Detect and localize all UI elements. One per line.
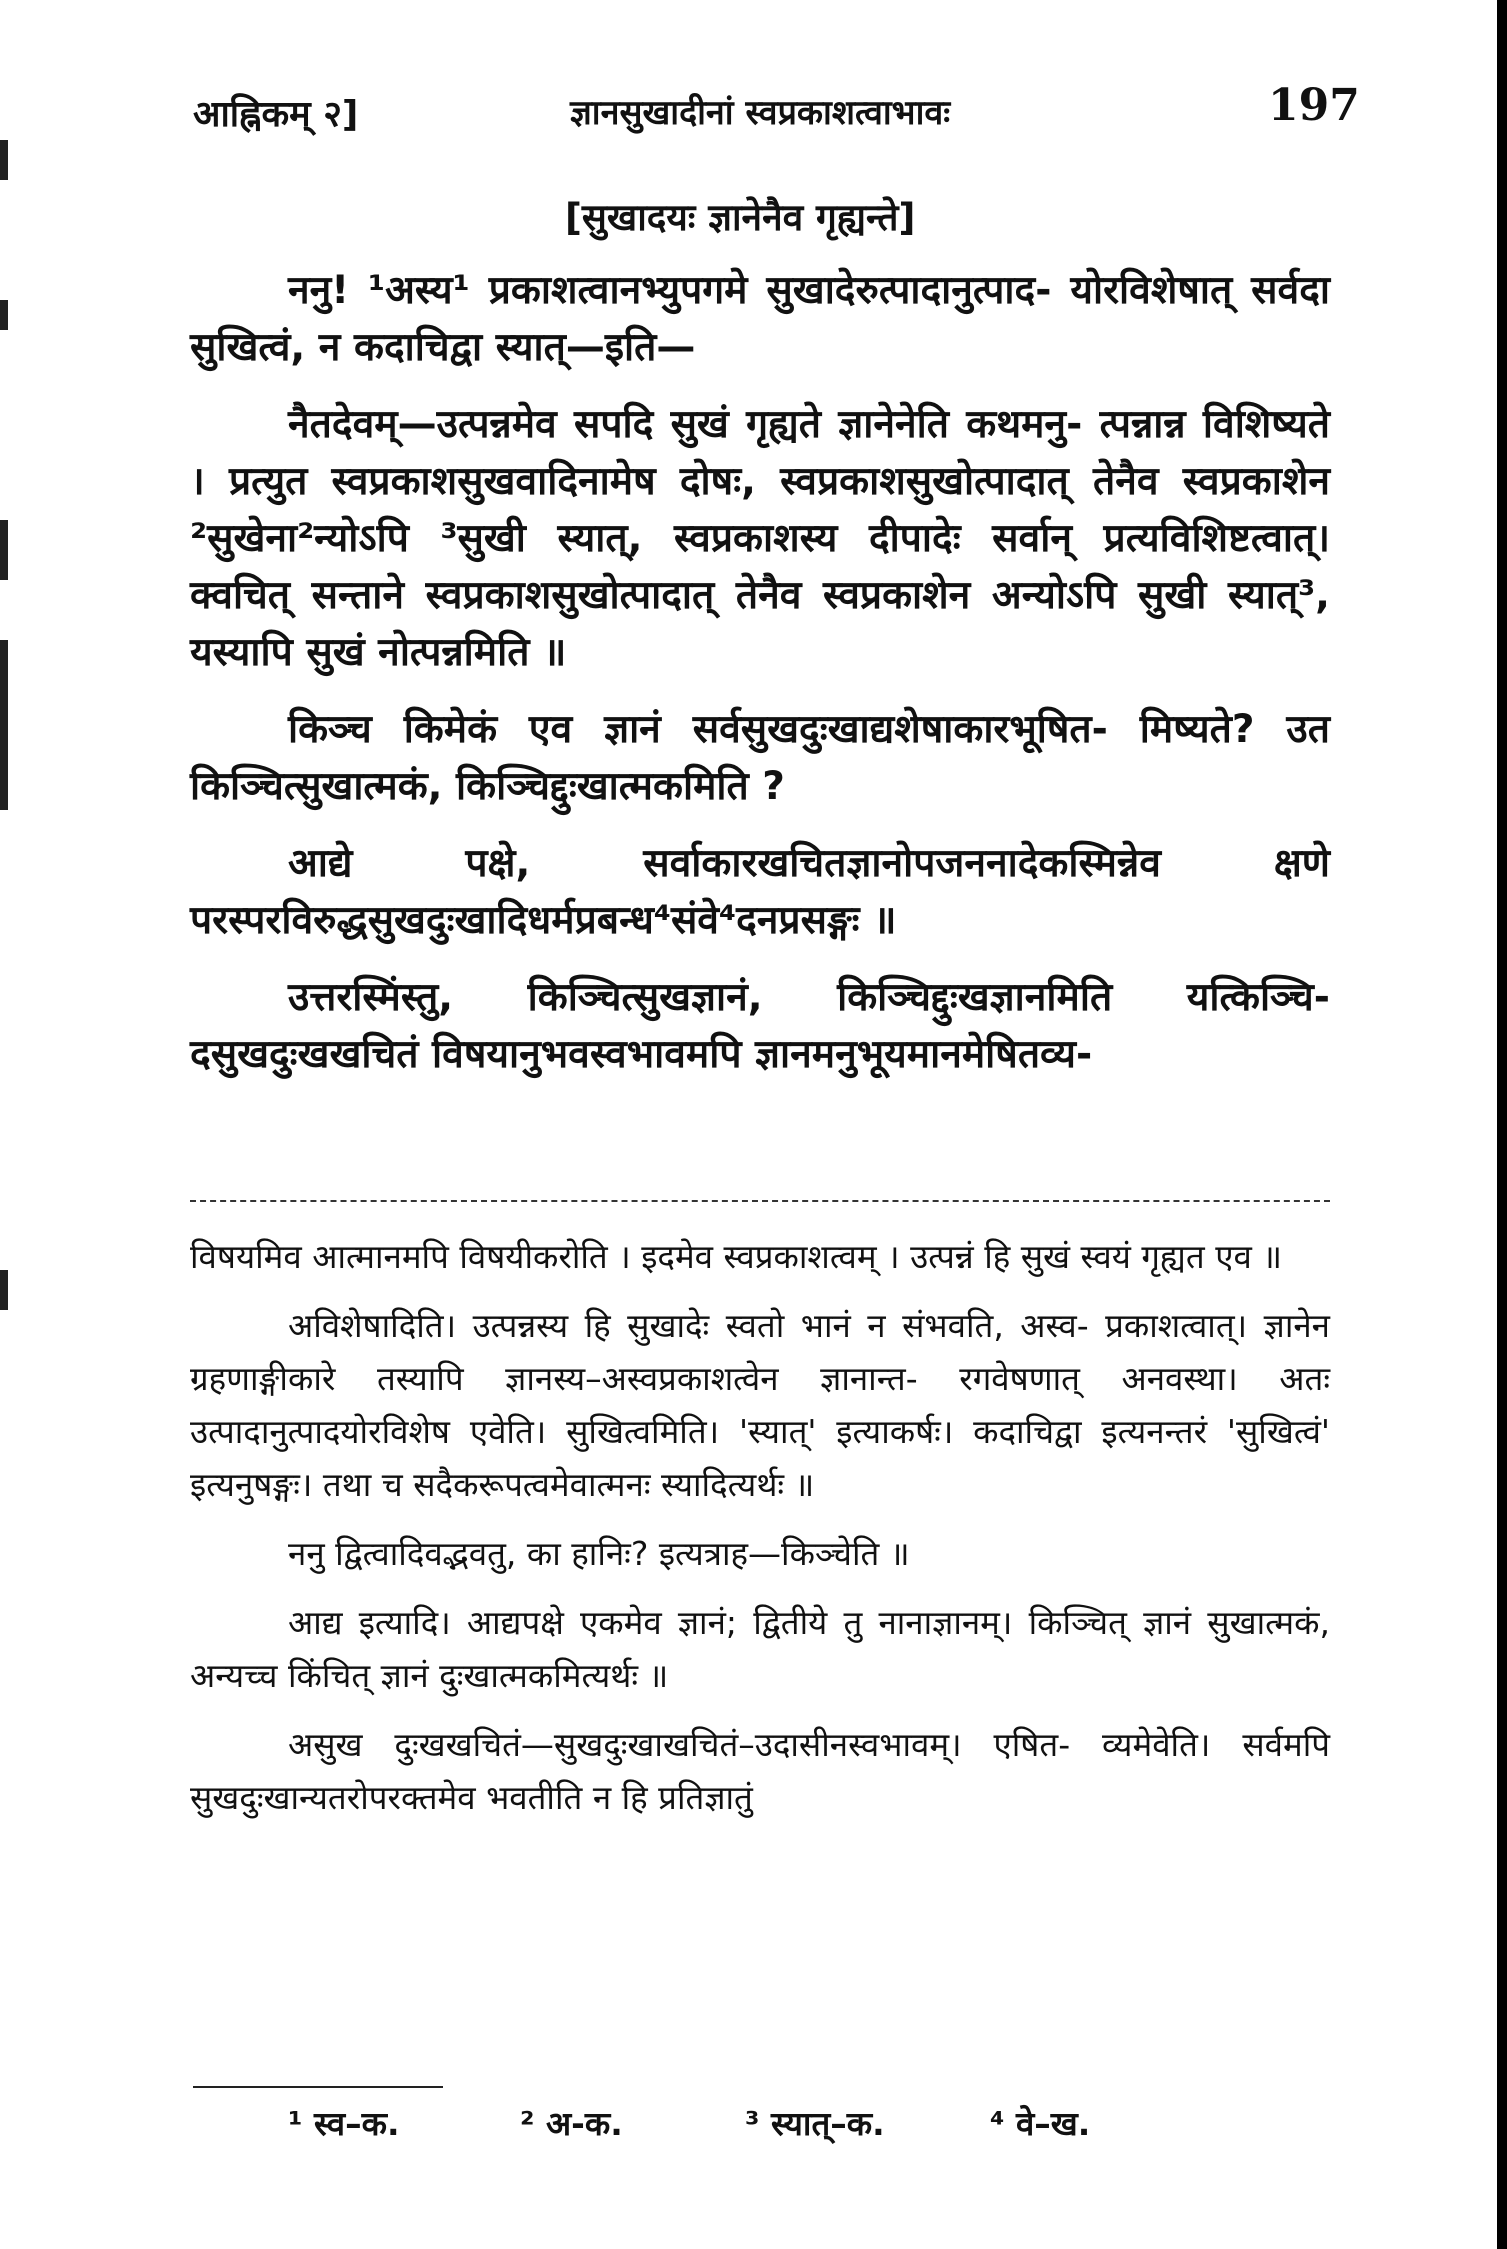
text-line: स्वप्रकाशसुखोत्पादात् तेनैव स्वप्रकाशेन ²सुखेना²न्योऽपि ³सुखी (190, 459, 1331, 561)
text-line: व्यमेवेति। सर्वमपि सुखदुःखान्यतरोपरक्तमेव भवतीति न हि प्रतिज्ञातुं (190, 1725, 1330, 1817)
page-number: 197 (1268, 80, 1360, 131)
text-line: किञ्चित् ज्ञानं सुखात्मकं, अन्यच्च किंचित् ज्ञानं दुःखात्मकमित्यर्थः ॥ (190, 1603, 1330, 1695)
text-line: 'स्यात्' इत्याकर्षः। कदाचिद्वा इत्यनन्तरं 'सुखित्वं' इत्यनुषङ्गः। तथा च (190, 1412, 1330, 1504)
running-head-title: ज्ञानसुखादीनां स्वप्रकाशत्वाभावः (570, 93, 951, 133)
text-line: किञ्च किमेकं एव ज्ञानं सर्वसुखदुःखाद्यशेषाकारभूषित- (288, 707, 1108, 752)
commentary-paragraph (190, 1230, 1330, 1283)
commentary-paragraph (190, 1299, 1330, 1511)
text-line: मिष्यते? उत किञ्चित्सुखात्मकं, किञ्चिद्दुःखात्मकमिति ? (190, 707, 1331, 809)
scan-mark (0, 520, 8, 580)
section-title: [सुखादयः ज्ञानेनैव गृह्यन्ते] (565, 196, 916, 239)
text-line: असुख दुःखखचितं—सुखदुःखाखचितं–उदासीनस्वभावम्। एषित- (288, 1725, 1071, 1764)
text-line: आद्य इत्यादि। आद्यपक्षे एकमेव ज्ञानं; द्वितीये तु नानाज्ञानम्। (288, 1603, 1013, 1642)
text-line: अविशेषादिति। उत्पन्नस्य हि सुखादेः स्वतो भानं न संभवति, अस्व- (288, 1306, 1089, 1345)
text-line: उत्तरस्मिंस्तु, किञ्चित्सुखज्ञानं, किञ्चिद्दुःखज्ञानमिति यत्किञ्चि- (288, 975, 1330, 1020)
text-line: त्पन्नान्न विशिष्यते । प्रत्युत स्वप्रकाशसुखवादिनामेष दोषः, (190, 402, 1331, 504)
commentary-paragraph (190, 1718, 1330, 1824)
main-text (190, 262, 1330, 1103)
text-line: आद्ये पक्षे, सर्वाकारखचितज्ञानोपजननादेकस्मिन्नेव क्षणे (288, 841, 1330, 886)
main-paragraph (190, 835, 1330, 949)
text-line: परस्परविरुद्धसुखदुःखादिधर्मप्रबन्ध⁴संवे⁴दनप्रसङ्गः ॥ (190, 898, 897, 943)
commentary-divider (190, 1200, 1330, 1202)
commentary-paragraph (190, 1596, 1330, 1702)
text-line: हि सुखं स्वयं गृह्यत एव ॥ (984, 1237, 1283, 1276)
scan-mark (0, 140, 8, 180)
text-line: सदैकरूपत्वमेवात्मनः स्यादित्यर्थः ॥ (413, 1465, 815, 1504)
footnote: ³ स्यात्–क. (745, 2104, 885, 2143)
footnote: ⁴ वे–ख. (990, 2104, 1091, 2143)
main-paragraph (190, 969, 1330, 1083)
text-line: स्यात्³, यस्यापि सुखं नोत्पन्नमिति ॥ (190, 573, 1330, 675)
text-line: योरविशेषात् सर्वदा सुखित्वं, न कदाचिद्वा स्यात्—इति— (190, 268, 1331, 370)
text-line: रगवेषणात् अनवस्था। अतः उत्पादानुत्पादयोरविशेष एवेति। सुखित्वमिति। (190, 1359, 1330, 1451)
main-paragraph (190, 701, 1330, 815)
commentary-paragraph (190, 1527, 1330, 1580)
footnote-divider (193, 2086, 443, 2088)
scan-mark (0, 1270, 8, 1310)
text-line: प्रकाशत्वात्। ज्ञानेन ग्रहणाङ्गीकारे तस्यापि ज्ञानस्य–अस्वप्रकाशत्वेन ज्ञानान्त- (190, 1306, 1330, 1398)
text-line: सन्ताने स्वप्रकाशसुखोत्पादात् तेनैव स्वप्रकाशेन अन्योऽपि सुखी (311, 573, 1207, 618)
text-line: विषयमिव आत्मानमपि विषयीकरोति । इदमेव स्वप्रकाशत्वम् । उत्पन्नं (190, 1237, 974, 1276)
footnote: ² अ-क. (520, 2104, 623, 2143)
text-line: ननु द्वित्वादिवद्भवतु, का हानिः? इत्यत्राह—किञ्चेति ॥ (288, 1534, 910, 1573)
text-line: नैतदेवम्—उत्पन्नमेव सपदि सुखं गृह्यते ज्ञानेनेति कथमनु- (288, 402, 1083, 447)
text-line: स्यात्, स्वप्रकाशस्य दीपादेः सर्वान् प्रत्यविशिष्टत्वात्। क्वचित् (190, 516, 1330, 618)
scan-edge (1497, 0, 1507, 2249)
main-paragraph (190, 396, 1330, 681)
scan-mark (0, 640, 8, 810)
text-line: ननु! ¹अस्य¹ प्रकाशत्वानभ्युपगमे सुखादेरुत्पादानुत्पाद- (288, 268, 1052, 313)
scan-mark (0, 300, 8, 330)
commentary (190, 1230, 1330, 1840)
footnote: ¹ स्व–क. (288, 2104, 400, 2143)
running-head-left: आह्निकम् २] (193, 94, 359, 135)
text-line: दसुखदुःखखचितं विषयानुभवस्वभावमपि ज्ञानमनुभूयमानमेषितव्य- (190, 1032, 1093, 1077)
main-paragraph (190, 262, 1330, 376)
